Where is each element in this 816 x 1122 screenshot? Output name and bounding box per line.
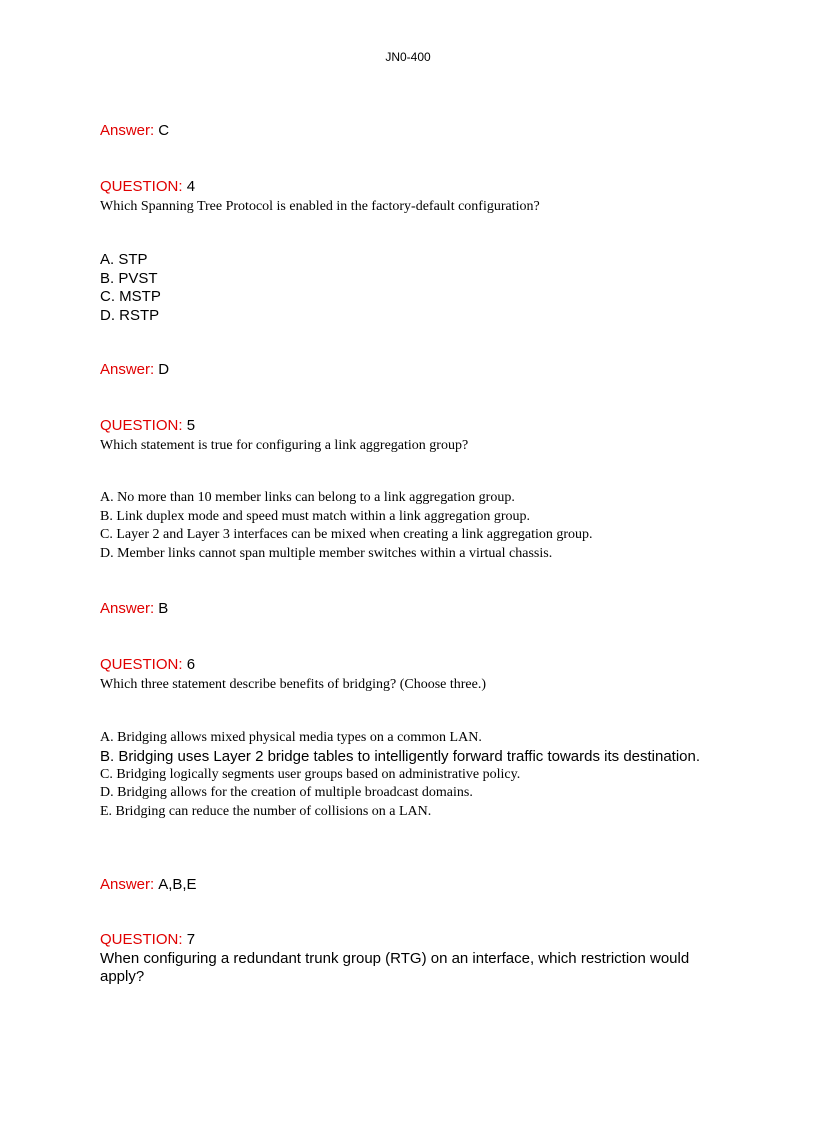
- question-label: QUESTION:: [100, 417, 183, 434]
- question-text: Which statement is true for configuring a link aggregation group?: [100, 438, 469, 453]
- answer-label: Answer:: [100, 122, 155, 139]
- option-a: A. STP: [100, 251, 148, 268]
- question-number: 7: [186, 931, 196, 948]
- question-heading: [100, 178, 720, 196]
- option-e: E. Bridging can reduce the number of collisions on a LAN.: [100, 803, 432, 819]
- question-heading: [100, 656, 720, 674]
- question-7: [100, 931, 720, 986]
- question-5-options: [100, 489, 720, 563]
- page-header: JN0-400: [385, 50, 431, 64]
- answer-c-block: [100, 122, 720, 140]
- question-heading: [100, 417, 720, 435]
- question-4-answer: [100, 361, 720, 379]
- question-label: QUESTION:: [100, 178, 183, 195]
- option-c: C. Layer 2 and Layer 3 interfaces can be mixed when creating a link aggregation group.: [100, 527, 593, 542]
- option-c: C. MSTP: [100, 288, 161, 305]
- option-c: C. Bridging logically segments user groups based on administrative policy.: [100, 766, 521, 782]
- question-6: [100, 656, 720, 694]
- question-label: QUESTION:: [100, 931, 183, 948]
- answer-label: Answer:: [100, 361, 155, 378]
- question-5: [100, 417, 720, 455]
- option-a: A. No more than 10 member links can belong to a link aggregation group.: [100, 490, 515, 505]
- option-b: B. PVST: [100, 269, 158, 287]
- question-6-answer: [100, 876, 720, 894]
- answer-label: Answer:: [100, 876, 155, 893]
- answer-value: B: [158, 600, 169, 617]
- question-5-answer: [100, 600, 720, 618]
- option-d: D. Member links cannot span multiple member switches within a virtual chassis.: [100, 545, 553, 561]
- question-number: 4: [186, 178, 196, 195]
- answer-label: Answer:: [100, 600, 155, 617]
- option-b: B. Bridging uses Layer 2 bridge tables to intelligently forward traffic towards its destination.: [100, 747, 701, 765]
- option-d: D. Bridging allows for the creation of multiple broadcast domains.: [100, 785, 473, 800]
- question-label: QUESTION:: [100, 656, 183, 673]
- question-4: [100, 178, 720, 216]
- option-d: D. RSTP: [100, 306, 160, 324]
- option-b: B. Link duplex mode and speed must match within a link aggregation group.: [100, 508, 531, 524]
- option-a: A. Bridging allows mixed physical media types on a common LAN.: [100, 730, 482, 745]
- question-text: Which Spanning Tree Protocol is enabled in the factory-default configuration?: [100, 199, 540, 214]
- question-text: When configuring a redundant trunk group (RTG) on an interface, which restriction would apply?: [100, 950, 690, 985]
- question-6-options: [100, 729, 720, 821]
- question-text: Which three statement describe benefits of bridging? (Choose three.): [100, 677, 487, 692]
- question-heading: [100, 931, 720, 949]
- question-4-options: [100, 251, 720, 325]
- answer-value: C: [158, 122, 170, 139]
- question-number: 5: [186, 417, 196, 434]
- question-number: 6: [186, 656, 196, 673]
- answer-value: A,B,E: [158, 876, 197, 893]
- answer-value: D: [158, 361, 170, 378]
